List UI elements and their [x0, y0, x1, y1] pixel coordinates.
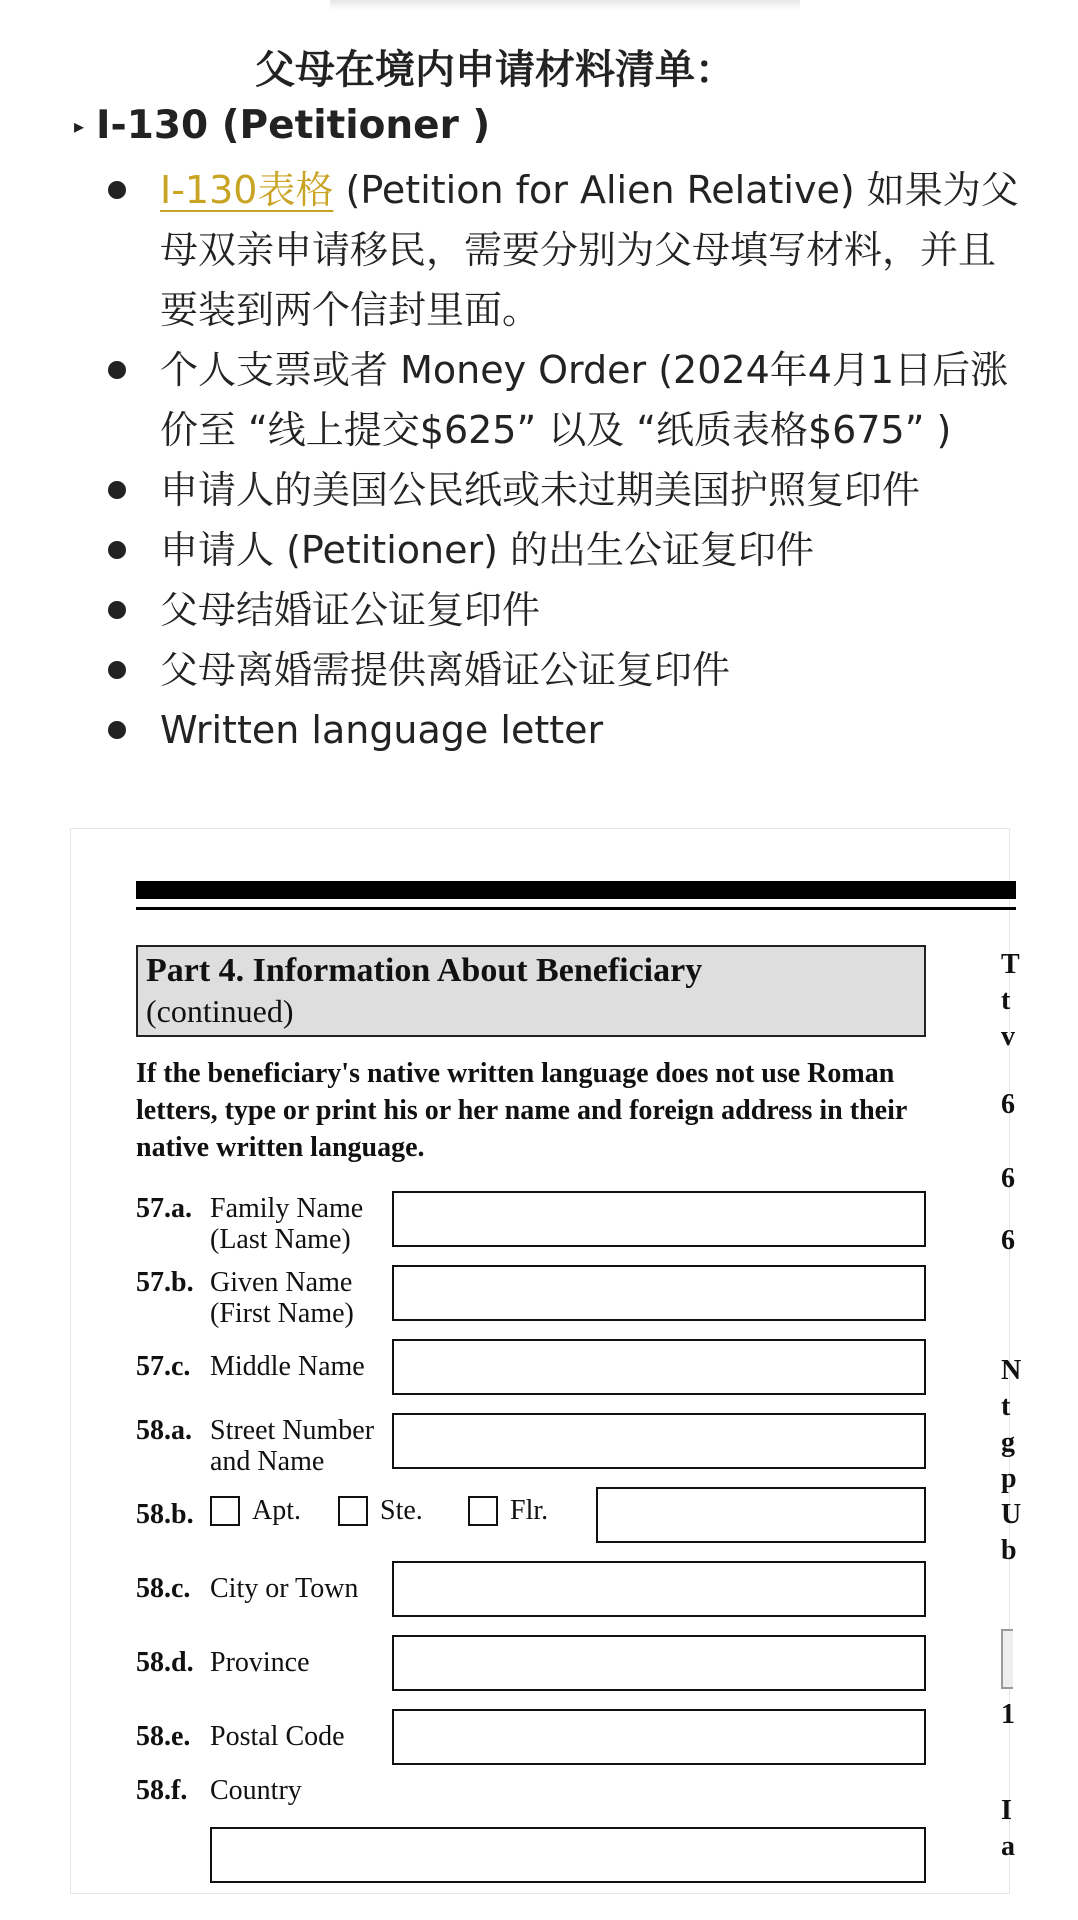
- field-label-line: Street Number: [210, 1415, 375, 1446]
- toggle-title: I-130 (Petitioner ): [96, 103, 491, 148]
- caret-right-icon[interactable]: ▸: [74, 113, 85, 138]
- field-label: [210, 1415, 374, 1477]
- cutoff-text: 6: [1001, 1163, 1015, 1194]
- field-label: Province: [210, 1647, 310, 1678]
- unit-number-input[interactable]: [596, 1487, 926, 1543]
- apt-option[interactable]: [210, 1495, 301, 1527]
- cutoff-text: 6: [1001, 1089, 1015, 1120]
- cutoff-text: U: [1001, 1499, 1022, 1530]
- cutoff-text: N: [1001, 1355, 1022, 1386]
- country-input[interactable]: [210, 1827, 926, 1883]
- field-label-line: (Last Name): [210, 1224, 351, 1255]
- top-fade: [330, 0, 800, 10]
- field-province: [136, 1635, 926, 1691]
- form-instruction: If the beneficiary's native written language does not use Roman letters, type or print his or her name and foreign address in their native written language.: [136, 1058, 907, 1163]
- list-item: [108, 460, 1028, 520]
- ste-checkbox[interactable]: [338, 1496, 368, 1526]
- field-label: Postal Code: [210, 1721, 345, 1752]
- list-item-text: (Petition for Alien Relative) 如果为父母双亲申请移民，需要分别为父母填写材料，并且要装到两个信封里面。: [160, 168, 1019, 332]
- field-label: Country: [210, 1775, 302, 1806]
- form-excerpt-image: [70, 828, 1022, 1894]
- cutoff-text: g: [1001, 1427, 1015, 1458]
- field-postal-code: [136, 1709, 926, 1765]
- street-input[interactable]: [392, 1413, 926, 1469]
- field-street: [136, 1413, 926, 1477]
- field-number: 57.c.: [136, 1351, 191, 1382]
- cutoff-text: I: [1001, 1795, 1012, 1826]
- bullet-icon: [108, 721, 126, 739]
- list-item: [108, 700, 1028, 760]
- field-number: 58.b.: [136, 1499, 194, 1530]
- list-item-text: Written language letter: [160, 708, 604, 752]
- header-rule-thick: [136, 881, 1016, 899]
- city-input[interactable]: [392, 1561, 926, 1617]
- field-label-line: and Name: [210, 1446, 325, 1477]
- field-number: 57.a.: [136, 1193, 192, 1224]
- list-item-text: 个人支票或者 Money Order (2024年4月1日后涨价至 “线上提交$625” 以及 “纸质表格$675” ): [160, 348, 1009, 452]
- field-number: 58.e.: [136, 1721, 191, 1752]
- list-item: [108, 340, 1028, 460]
- cutoff-text: t: [1001, 985, 1011, 1016]
- part-title: Part 4. Information About Beneficiary: [146, 952, 703, 989]
- apt-checkbox[interactable]: [210, 1496, 240, 1526]
- bullet-icon: [108, 361, 126, 379]
- field-label: City or Town: [210, 1573, 359, 1604]
- ste-option[interactable]: [338, 1495, 423, 1527]
- header-rule-thin: [136, 907, 1016, 910]
- cutoff-text: b: [1001, 1535, 1017, 1566]
- middle-name-input[interactable]: [392, 1339, 926, 1395]
- apt-label: Apt.: [252, 1495, 301, 1526]
- list-item-text: 父母离婚需提供离婚证公证复印件: [160, 648, 731, 692]
- cutoff-text: T: [1001, 949, 1020, 980]
- cutoff-text: 1: [1001, 1699, 1015, 1730]
- list-item: [108, 640, 1028, 700]
- field-number: 58.d.: [136, 1647, 194, 1678]
- bullet-icon: [108, 541, 126, 559]
- flr-checkbox[interactable]: [468, 1496, 498, 1526]
- toggle-block[interactable]: [74, 103, 490, 148]
- bullet-icon: [108, 181, 126, 199]
- cutoff-text: v: [1001, 1021, 1015, 1052]
- bullet-icon: [108, 601, 126, 619]
- field-label: [210, 1267, 354, 1329]
- postal-code-input[interactable]: [392, 1709, 926, 1765]
- field-country: [136, 1773, 926, 1883]
- field-number: 58.f.: [136, 1775, 188, 1806]
- cutoff-text: p: [1001, 1463, 1017, 1494]
- part-header: [136, 945, 926, 1037]
- cutoff-text: 6: [1001, 1225, 1015, 1256]
- field-label-line: Given Name: [210, 1267, 353, 1298]
- province-input[interactable]: [392, 1635, 926, 1691]
- cutoff-text: a: [1001, 1831, 1015, 1862]
- checklist: [108, 160, 1028, 760]
- flr-option[interactable]: [468, 1495, 548, 1527]
- field-number: 58.a.: [136, 1415, 192, 1446]
- list-item-text: 申请人的美国公民纸或未过期美国护照复印件: [160, 468, 921, 512]
- field-number: 57.b.: [136, 1267, 194, 1298]
- ste-label: Ste.: [380, 1495, 423, 1526]
- field-label-line: Family Name: [210, 1193, 364, 1224]
- given-name-input[interactable]: [392, 1265, 926, 1321]
- list-item: [108, 520, 1028, 580]
- i130-form-link[interactable]: I-130表格: [160, 168, 334, 212]
- field-unit: [136, 1487, 926, 1543]
- cutoff-text: t: [1001, 1391, 1011, 1422]
- field-label: [210, 1193, 363, 1255]
- field-number: 58.c.: [136, 1573, 191, 1604]
- family-name-input[interactable]: [392, 1191, 926, 1247]
- page-title: 父母在境内申请材料清单：: [255, 47, 735, 93]
- field-given-name: [136, 1265, 926, 1329]
- bullet-icon: [108, 661, 126, 679]
- field-family-name: [136, 1191, 926, 1255]
- list-item: [108, 580, 1028, 640]
- part-subtitle: (continued): [146, 993, 294, 1029]
- field-label-line: (First Name): [210, 1298, 354, 1329]
- list-item-text: 申请人 (Petitioner) 的出生公证复印件: [160, 528, 814, 572]
- flr-label: Flr.: [510, 1495, 549, 1526]
- field-city: [136, 1561, 926, 1617]
- field-middle-name: [136, 1339, 926, 1395]
- field-label: Middle Name: [210, 1351, 365, 1382]
- bullet-icon: [108, 481, 126, 499]
- list-item: [108, 160, 1028, 340]
- list-item-text: 父母结婚证公证复印件: [160, 588, 541, 632]
- cutoff-field-box: [1001, 1629, 1013, 1689]
